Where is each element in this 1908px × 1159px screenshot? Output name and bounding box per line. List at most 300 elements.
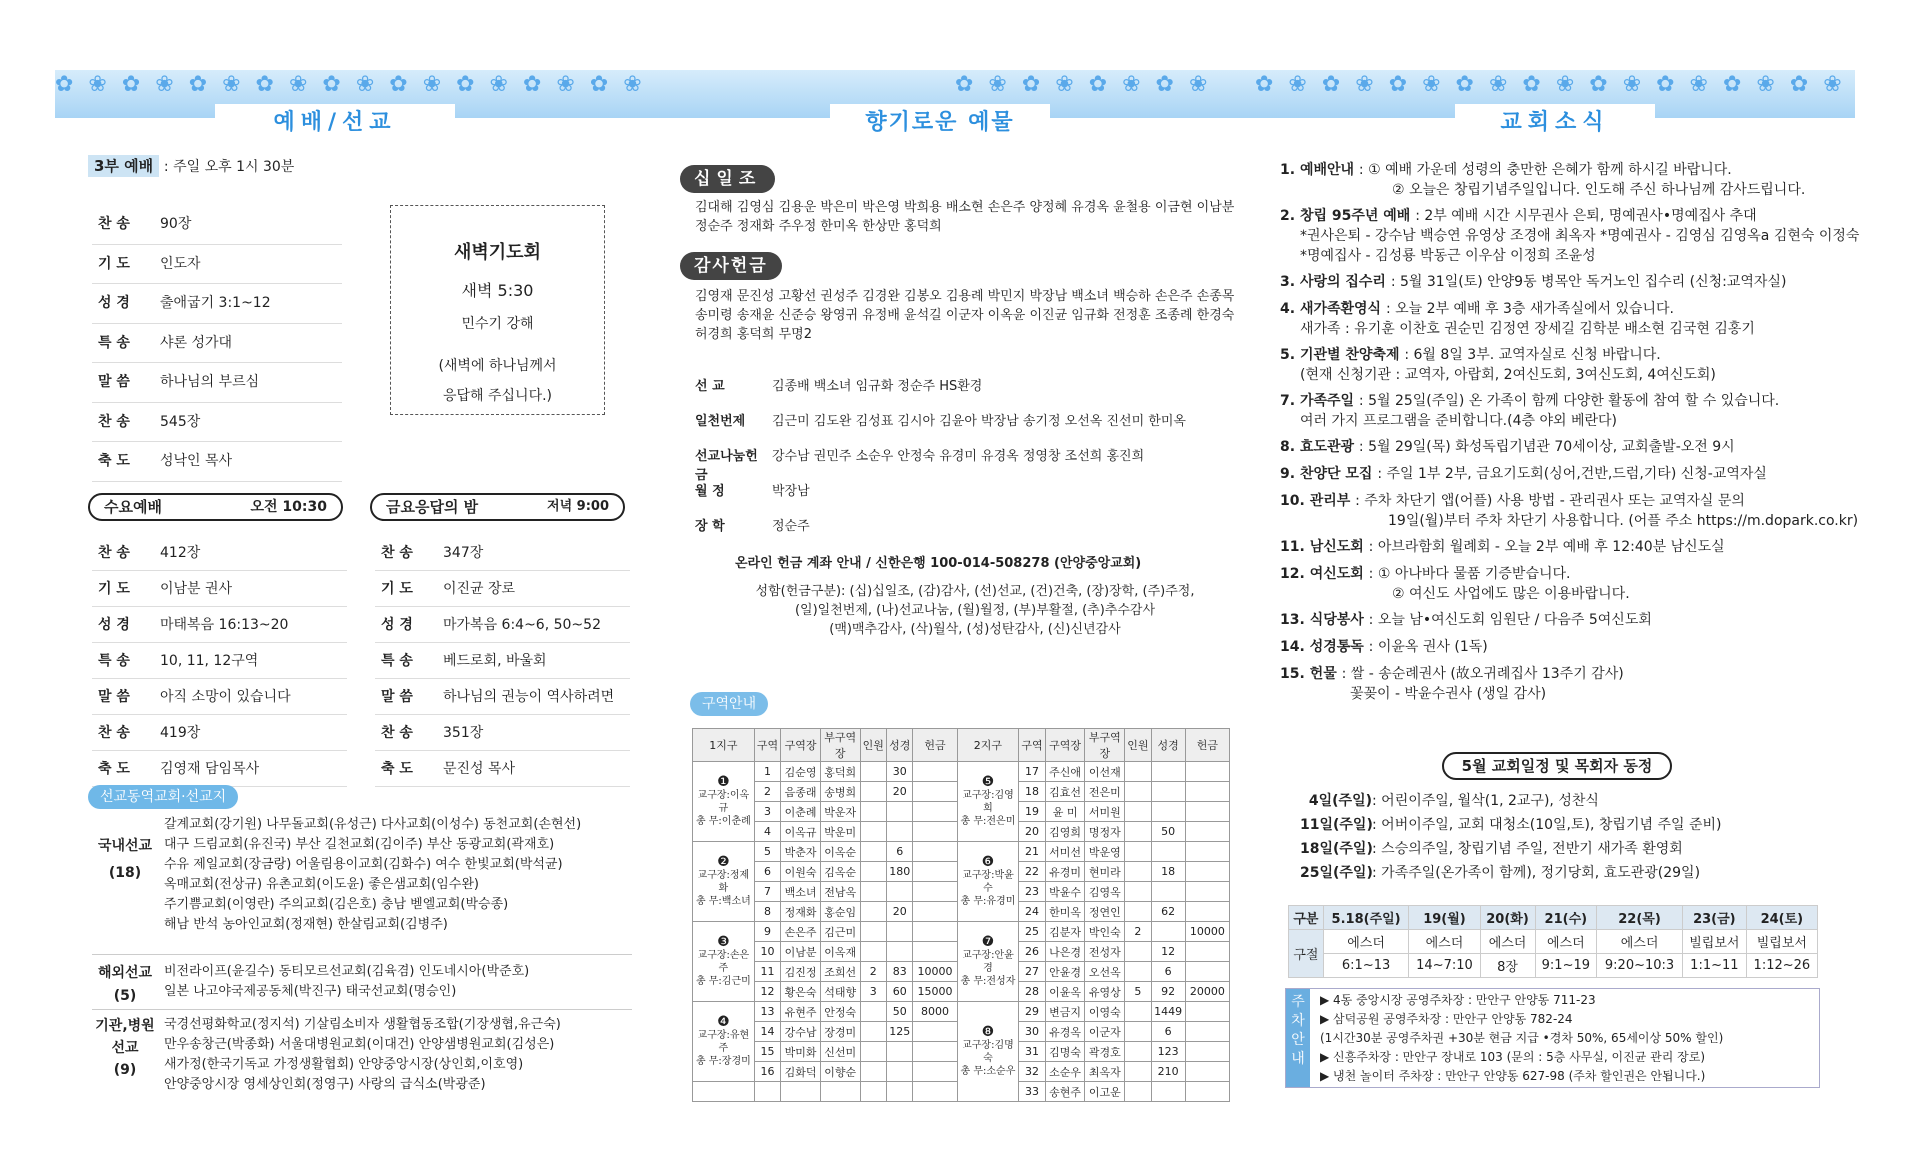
district-cell: 송병희 (820, 782, 860, 802)
schedule-header-cell: 23(금) (1682, 906, 1746, 930)
service-row (92, 679, 347, 715)
news-heading: 사랑의 집수리 (1299, 274, 1391, 290)
news-number: 5. (1280, 347, 1300, 363)
district-cell: 5 (754, 842, 780, 862)
district-cell: 4 (754, 822, 780, 842)
news-number: 10. (1280, 493, 1310, 509)
news-text: : 주차 차단기 앱(어플) 사용 방법 - 관리권사 또는 교역자실 문의 (1355, 493, 1745, 509)
district-cell: 송현주 (1045, 1082, 1085, 1102)
offering-names: 김근미 김도완 김성표 김시아 김윤아 박장남 송기정 오선옥 진선미 한미옥 (772, 414, 1186, 429)
district-cell: 박운자 (820, 802, 860, 822)
district-cell: 3 (860, 982, 886, 1002)
news-heading: 창립 95주년 예배 (1299, 208, 1416, 224)
service-row-value: 마태복음 16:13~20 (160, 617, 289, 633)
schedule-cell: 1:12~26 (1746, 954, 1817, 978)
news-text: : 쌀 - 송순례권사 (故오귀례집사 13주기 감사) (1341, 666, 1624, 682)
thanks-text-1: 김영재 문진성 고황선 권성주 김경완 김봉오 김용례 박민지 박장남 백소녀 백승하 손은주 손종목 (695, 289, 1235, 304)
inst-label1: 기관,병원 (95, 1018, 155, 1034)
district-group-chair: 총 무:소순우 (960, 1065, 1016, 1077)
district-group-cell (957, 1002, 1019, 1102)
inst-count: (9) (113, 1062, 137, 1078)
service-row-key: 축 도 (98, 761, 130, 777)
mission-line: 해남 반석 농아인교회(정재현) 한살림교회(김병주) (164, 917, 448, 932)
district-header-cell: 인원 (1125, 729, 1151, 762)
service-row-key: 특 송 (98, 653, 130, 669)
service-row-value: 이진균 장로 (443, 581, 516, 597)
district-cell (860, 862, 886, 882)
service-row (92, 715, 347, 751)
service3-title: 3부 예배 (88, 155, 159, 177)
district-cell: 곽경호 (1085, 1042, 1125, 1062)
district-cell: 1 (754, 762, 780, 782)
district-cell (1125, 822, 1151, 842)
district-cell: 5 (1125, 982, 1151, 1002)
overseas-count: (5) (113, 988, 137, 1004)
news-item (1280, 610, 1850, 630)
parking-line: (1시간30분 공영주차권 +30분 현금 지급 •경차 50%, 65세이상 50% 할인) (1320, 1031, 1724, 1045)
schedule-header-cell: 19(월) (1409, 906, 1480, 930)
banner-right: ✿ ❀ ✿ ❀ ✿ ❀ ✿ ❀ ✿ ❀ ✿ ❀ ✿ ❀ ✿ ❀ ✿ ❀ (1255, 70, 1855, 118)
section-title-news: 교회소식 (1455, 104, 1655, 142)
district-cell: 3 (754, 802, 780, 822)
news-item (1280, 391, 1850, 431)
district-row (693, 762, 1230, 782)
news-line (1280, 391, 1850, 411)
district-cell (1185, 1022, 1229, 1042)
district-cell (1125, 902, 1151, 922)
service-row-key: 기 도 (98, 581, 130, 597)
district-cell: 이춘례 (781, 802, 821, 822)
may-item (1300, 790, 1599, 810)
district-cell: 32 (1019, 1062, 1045, 1082)
tithe-text-1: 김대해 김영심 김용운 박은미 박은영 박희용 배소현 손은주 양정혜 유경옥 윤철용 이금현 이남분 (695, 200, 1235, 215)
district-cell (1151, 1082, 1185, 1102)
district-cell: 나은경 (1045, 942, 1085, 962)
service-row-key: 축 도 (381, 761, 413, 777)
district-cell: 12 (754, 982, 780, 1002)
service-row-key: 기 도 (381, 581, 413, 597)
news-number: 11. (1280, 539, 1310, 555)
dawn-note1: (새벽에 하나님께서 (438, 358, 557, 374)
district-cell: 83 (887, 962, 913, 982)
news-line (1280, 664, 1850, 684)
district-group-cell (957, 922, 1019, 1002)
service-row (92, 751, 347, 787)
district-cell: 김근미 (820, 922, 860, 942)
district-cell: 이옥재 (820, 942, 860, 962)
news-line (1280, 299, 1850, 319)
service-row (92, 245, 342, 285)
district-cell (887, 1042, 913, 1062)
district-group-leader: 교구장:손은주 (697, 949, 750, 974)
district-cell (1125, 762, 1151, 782)
district-cell (1151, 922, 1185, 942)
district-cell: 김영옥 (1085, 882, 1125, 902)
district-cell: 30 (887, 762, 913, 782)
district-cell: 15 (754, 1042, 780, 1062)
news-line (1280, 610, 1850, 630)
district-cell (887, 822, 913, 842)
service-row-key: 찬 송 (381, 725, 413, 741)
missions-inst-label (92, 1015, 158, 1081)
district-cell: 210 (1151, 1062, 1185, 1082)
district-cell (1185, 762, 1229, 782)
district-cell: 최옥자 (1085, 1062, 1125, 1082)
district-group-cell (957, 762, 1019, 842)
district-cell (1151, 802, 1185, 822)
service-row-value: 412장 (160, 545, 201, 561)
schedule-header-row (1289, 906, 1818, 930)
district-header-cell: 구역장 (781, 729, 821, 762)
schedule-row (1289, 954, 1818, 978)
schedule-header-cell: 5.18(주일) (1323, 906, 1409, 930)
overseas-label: 해외선교 (97, 965, 153, 981)
district-cell (1185, 882, 1229, 902)
district-cell (913, 1042, 957, 1062)
service-row (92, 442, 342, 482)
district-empty-cell (781, 1082, 821, 1102)
schedule-header-cell: 24(토) (1746, 906, 1817, 930)
district-cell (860, 762, 886, 782)
parking-label: 주차안내 (1286, 989, 1310, 1087)
thanks-text-2: 송미령 송재윤 신준승 왕영귀 유정배 윤석길 이군자 이옥윤 이진균 임규화 전정훈 조종례 한경숙 (695, 308, 1235, 323)
service-row-value: 하나님의 권능이 역사하려면 (443, 689, 615, 705)
schedule-cell: 9:1~19 (1535, 954, 1597, 978)
offering-names: 강수남 권민주 소순우 안정숙 유경미 유경옥 정영창 조선희 홍진희 (772, 449, 1145, 464)
district-cell: 홍순임 (820, 902, 860, 922)
district-cell: 10000 (1185, 922, 1229, 942)
dawn-box (390, 205, 605, 415)
news-text: : 2부 예배 시간 시무권사 은퇴, 명예권사•명예집사 추대 (1415, 208, 1757, 224)
district-cell (1151, 882, 1185, 902)
district-cell: 18 (1151, 862, 1185, 882)
district-cell: 명정자 (1085, 822, 1125, 842)
news-number: 1. (1280, 162, 1300, 178)
district-cell: 이윤옥 (1045, 982, 1085, 1002)
parking-line: ▶ 4동 중앙시장 공영주차장 : 만안구 안양동 711-23 (1320, 993, 1596, 1007)
district-cell (1185, 862, 1229, 882)
district-cell: 20 (887, 782, 913, 802)
district-cell: 23 (1019, 882, 1045, 902)
district-cell (1125, 1062, 1151, 1082)
online-line-3: (맥)맥추감사, (삭)월삭, (성)성탄감사, (신)신년감사 (829, 622, 1121, 637)
district-cell (860, 882, 886, 902)
district-cell: 홍덕희 (820, 762, 860, 782)
news-text-3: *명예집사 - 김성룡 박동근 이우삼 이정희 조윤성 (1300, 248, 1596, 264)
inst-label2: 선교 (111, 1040, 139, 1056)
district-cell: 서미원 (1085, 802, 1125, 822)
district-cell (1125, 1022, 1151, 1042)
district-group-cell (693, 1002, 755, 1082)
district-cell: 21 (1019, 842, 1045, 862)
district-cell (1185, 842, 1229, 862)
district-cell: 20 (887, 902, 913, 922)
service-row-value: 10, 11, 12구역 (160, 653, 259, 669)
district-cell: 오선옥 (1085, 962, 1125, 982)
offering-type: 선교나눔헌금 (695, 449, 758, 483)
district-cell: 안정숙 (820, 1002, 860, 1022)
district-group-leader: 교구장:김명숙 (962, 1039, 1014, 1064)
district-cell (913, 922, 957, 942)
service-row-key: 찬 송 (98, 413, 130, 430)
service-row-key: 기 도 (98, 255, 130, 272)
inst-lines (164, 1015, 632, 1095)
district-empty-cell (913, 1082, 957, 1102)
news-text: : 아브라함회 월례회 - 오늘 2부 예배 후 12:40분 남신도실 (1368, 539, 1725, 555)
district-cell: 7 (754, 882, 780, 902)
district-cell: 현미라 (1085, 862, 1125, 882)
district-cell (1185, 782, 1229, 802)
news-heading: 헌물 (1309, 666, 1342, 682)
district-cell: 24 (1019, 902, 1045, 922)
district-row (693, 1002, 1230, 1022)
district-header-cell: 성경 (887, 729, 913, 762)
news-item (1280, 464, 1850, 484)
domestic-lines (164, 815, 632, 935)
district-cell (1185, 822, 1229, 842)
district-cell (913, 882, 957, 902)
district-cell: 김명숙 (1045, 1042, 1085, 1062)
news-number: 3. (1280, 274, 1300, 290)
news-line (1280, 491, 1850, 511)
offering-names: 김종배 백소녀 임규화 정순주 HS환경 (772, 379, 983, 394)
mission-line: 만우송창근(박종화) 서울대병원교회(이대건) 안양샘병원교회(김성은) (164, 1037, 555, 1052)
district-cell: 음종래 (781, 782, 821, 802)
section-title-worship: 예배/선교 (215, 104, 455, 142)
news-heading: 찬양단 모집 (1299, 466, 1378, 482)
service-row (92, 363, 342, 403)
missions-domestic (92, 815, 632, 955)
service-row (375, 643, 630, 679)
district-group-number: ❸ (717, 933, 730, 950)
news-text: : 이윤옥 권사 (1독) (1368, 639, 1488, 655)
district-cell (860, 822, 886, 842)
district-cell: 20 (1019, 822, 1045, 842)
district-cell: 25 (1019, 922, 1045, 942)
mission-line: 대구 드림교회(유진국) 부산 길천교회(김이주) 부산 동광교회(곽재호) (164, 837, 555, 852)
district-group-cell (693, 842, 755, 922)
district-cell: 6 (754, 862, 780, 882)
news-line (1280, 437, 1850, 457)
district-cell: 이고운 (1085, 1082, 1125, 1102)
news-number: 15. (1280, 666, 1310, 682)
service-row-value: 419장 (160, 725, 201, 741)
news-heading: 관리부 (1309, 493, 1356, 509)
district-cell (1185, 802, 1229, 822)
offering-type: 월 정 (695, 484, 725, 499)
news-text: : 5월 29일(목) 화성독립기념관 70세이상, 교회출발-오전 9시 (1358, 439, 1735, 455)
news-text: : 오늘 2부 예배 후 3층 새가족실에서 있습니다. (1385, 301, 1675, 317)
district-cell: 유경미 (1045, 862, 1085, 882)
service-row-value: 545장 (160, 413, 201, 430)
district-empty-cell (860, 1082, 886, 1102)
may-item (1300, 838, 1683, 858)
online-line-1: 성함(헌금구분): (십)십일조, (감)감사, (선)선교, (건)건축, (장)장학, (주)주정, (755, 584, 1195, 599)
district-cell: 180 (887, 862, 913, 882)
thanks-tag: 감사헌금 (680, 252, 782, 280)
district-cell (913, 1022, 957, 1042)
district-cell (1185, 942, 1229, 962)
district-cell: 김영희 (1045, 822, 1085, 842)
service-row (92, 607, 347, 643)
district-cell: 백소녀 (781, 882, 821, 902)
news-text-2: *권사은퇴 - 강수남 백승연 유영상 조경애 최옥자 *명예권사 - 김영심 김영옥a 김현숙 이정숙 (1300, 228, 1860, 244)
district-cell: 김진정 (781, 962, 821, 982)
district-cell: 박인숙 (1085, 922, 1125, 942)
district-cell (1125, 1042, 1151, 1062)
service-row (92, 205, 342, 245)
missions-tag: 선교동역교회·선교지 (88, 785, 238, 809)
schedule-header-cell: 구분 (1289, 906, 1324, 930)
parking-line: ▶ 삼덕공원 공영주차장 : 만안구 안양동 782-24 (1320, 1012, 1573, 1026)
service-row-value: 90장 (160, 216, 192, 232)
district-cell (860, 902, 886, 922)
schedule-cell: 빌립보서 (1682, 930, 1746, 954)
service-row-value: 샤론 성가대 (160, 334, 233, 351)
district-cell (1125, 782, 1151, 802)
district-header-cell: 부구역장 (820, 729, 860, 762)
district-cell: 50 (887, 1002, 913, 1022)
district-group-cell (957, 842, 1019, 922)
district-cell: 20000 (1185, 982, 1229, 1002)
service-row-key: 성 경 (381, 617, 413, 633)
service-row (375, 715, 630, 751)
news-line (1280, 345, 1850, 365)
news-text-2: ② 오늘은 창립기념주일입니다. 인도해 주신 하나님께 감사드립니다. (1392, 182, 1806, 198)
district-cell: 이향순 (820, 1062, 860, 1082)
district-cell: 27 (1019, 962, 1045, 982)
district-cell: 김옥순 (820, 862, 860, 882)
news-number: 7. (1280, 393, 1300, 409)
district-cell: 이군자 (1085, 1022, 1125, 1042)
district-cell: 정재화 (781, 902, 821, 922)
service-row-value: 인도자 (160, 255, 201, 272)
district-group-leader: 교구장:유현주 (697, 1029, 750, 1054)
district-table (692, 728, 1230, 1102)
district-cell: 8000 (913, 1002, 957, 1022)
district-cell: 이옥순 (820, 842, 860, 862)
district-header-cell: 구역 (1019, 729, 1045, 762)
fri-title: 금요응답의 밤 (386, 498, 479, 516)
news-heading: 예배안내 (1299, 162, 1359, 178)
district-group-leader: 교구장:김영희 (962, 789, 1014, 814)
district-cell: 소순우 (1045, 1062, 1085, 1082)
district-cell (860, 1062, 886, 1082)
district-cell (1125, 962, 1151, 982)
schedule-cell: 에스더 (1535, 930, 1597, 954)
schedule-cell: 에스더 (1409, 930, 1480, 954)
wed-header (88, 493, 343, 521)
news-heading: 여신도회 (1309, 566, 1369, 582)
may-title-box (1442, 752, 1672, 780)
schedule-cell: 6:1~13 (1323, 954, 1409, 978)
district-cell: 125 (887, 1022, 913, 1042)
district-group-cell (693, 762, 755, 842)
district-cell: 9 (754, 922, 780, 942)
district-cell (1185, 1082, 1229, 1102)
news-line (1280, 272, 1850, 292)
district-group-chair: 총 무:이춘례 (695, 815, 751, 827)
district-empty-cell (887, 1082, 913, 1102)
district-cell (1151, 782, 1185, 802)
news-line (1280, 160, 1850, 180)
mission-line: 비전라이프(윤길수) 동티모르선교회(김육겸) 인도네시아(박준호) (164, 964, 530, 979)
district-cell: 28 (1019, 982, 1045, 1002)
districts-tag: 구역안내 (690, 692, 768, 716)
district-group-leader: 교구장:이옥규 (697, 789, 750, 814)
district-cell: 이옥규 (781, 822, 821, 842)
news-text-2: 새가족 : 유기훈 이찬호 권순민 김정연 장세길 김학분 배소현 김국현 김홍기 (1300, 321, 1755, 337)
district-header-row (693, 729, 1230, 762)
news-text-2: ② 여신도 사업에도 많은 이용바랍니다. (1392, 586, 1630, 602)
schedule-cell: 9:20~10:3 (1597, 954, 1683, 978)
section-title-offering: 향기로운 예물 (830, 104, 1050, 142)
news-text: : 주일 1부 2부, 금요기도회(싱어,건반,드럼,기타) 신청-교역자실 (1377, 466, 1767, 482)
district-empty-cell (754, 1082, 780, 1102)
news-heading: 가족주일 (1299, 393, 1359, 409)
schedule-cell: 빌립보서 (1746, 930, 1817, 954)
district-cell (1151, 762, 1185, 782)
district-cell (1125, 842, 1151, 862)
parking-line: ▶ 신흥주차장 : 만안구 장내로 103 (문의 : 5층 사무실, 이진균 관리 장로) (1320, 1050, 1706, 1064)
schedule-header-cell: 22(목) (1597, 906, 1683, 930)
district-cell: 석태향 (820, 982, 860, 1002)
service-row-value: 351장 (443, 725, 484, 741)
service-row (375, 571, 630, 607)
district-cell (913, 842, 957, 862)
service-row (375, 607, 630, 643)
service-row (92, 324, 342, 364)
dawn-title: 새벽기도회 (454, 242, 541, 263)
may-date: 18일(주일) (1300, 841, 1373, 857)
district-cell: 15000 (913, 982, 957, 1002)
district-cell: 김분자 (1045, 922, 1085, 942)
district-group-number: ❻ (981, 853, 995, 870)
news-item (1280, 345, 1850, 385)
district-cell: 19 (1019, 802, 1045, 822)
district-cell: 10000 (913, 962, 957, 982)
district-row (693, 922, 1230, 942)
district-cell: 박미화 (781, 1042, 821, 1062)
district-group-leader: 교구장:박윤수 (962, 869, 1014, 894)
district-cell: 박춘자 (781, 842, 821, 862)
district-cell: 22 (1019, 862, 1045, 882)
news-item (1280, 206, 1860, 266)
schedule-row (1289, 930, 1818, 954)
mission-line: 일본 나고야국제공동체(박진구) 태국선교회(명승인) (164, 984, 457, 999)
may-date: 4일(주일) (1308, 793, 1372, 809)
news-number: 13. (1280, 612, 1310, 628)
news-heading: 남신도회 (1309, 539, 1369, 555)
service-row-value: 문진성 목사 (443, 761, 516, 777)
district-cell: 전성자 (1085, 942, 1125, 962)
news-number: 9. (1280, 466, 1300, 482)
district-cell: 8 (754, 902, 780, 922)
schedule-header-cell: 20(화) (1480, 906, 1535, 930)
news-number: 2. (1280, 208, 1300, 224)
district-cell: 윤 미 (1045, 802, 1085, 822)
news-number: 4. (1280, 301, 1300, 317)
district-cell: 6 (887, 842, 913, 862)
mission-line: 옥매교회(전상규) 유촌교회(이도윤) 좋은샘교회(임수완) (164, 877, 479, 892)
district-header-cell: 부구역장 (1085, 729, 1125, 762)
district-group-number: ❷ (717, 853, 730, 870)
mission-line: 국경선평화학교(정지석) 기살림소비자 생활협동조합(기장생협,유근숙) (164, 1017, 561, 1032)
service-row-value: 이남분 권사 (160, 581, 233, 597)
district-cell: 1449 (1151, 1002, 1185, 1022)
district-cell: 서미선 (1045, 842, 1085, 862)
service3-header (88, 155, 294, 176)
